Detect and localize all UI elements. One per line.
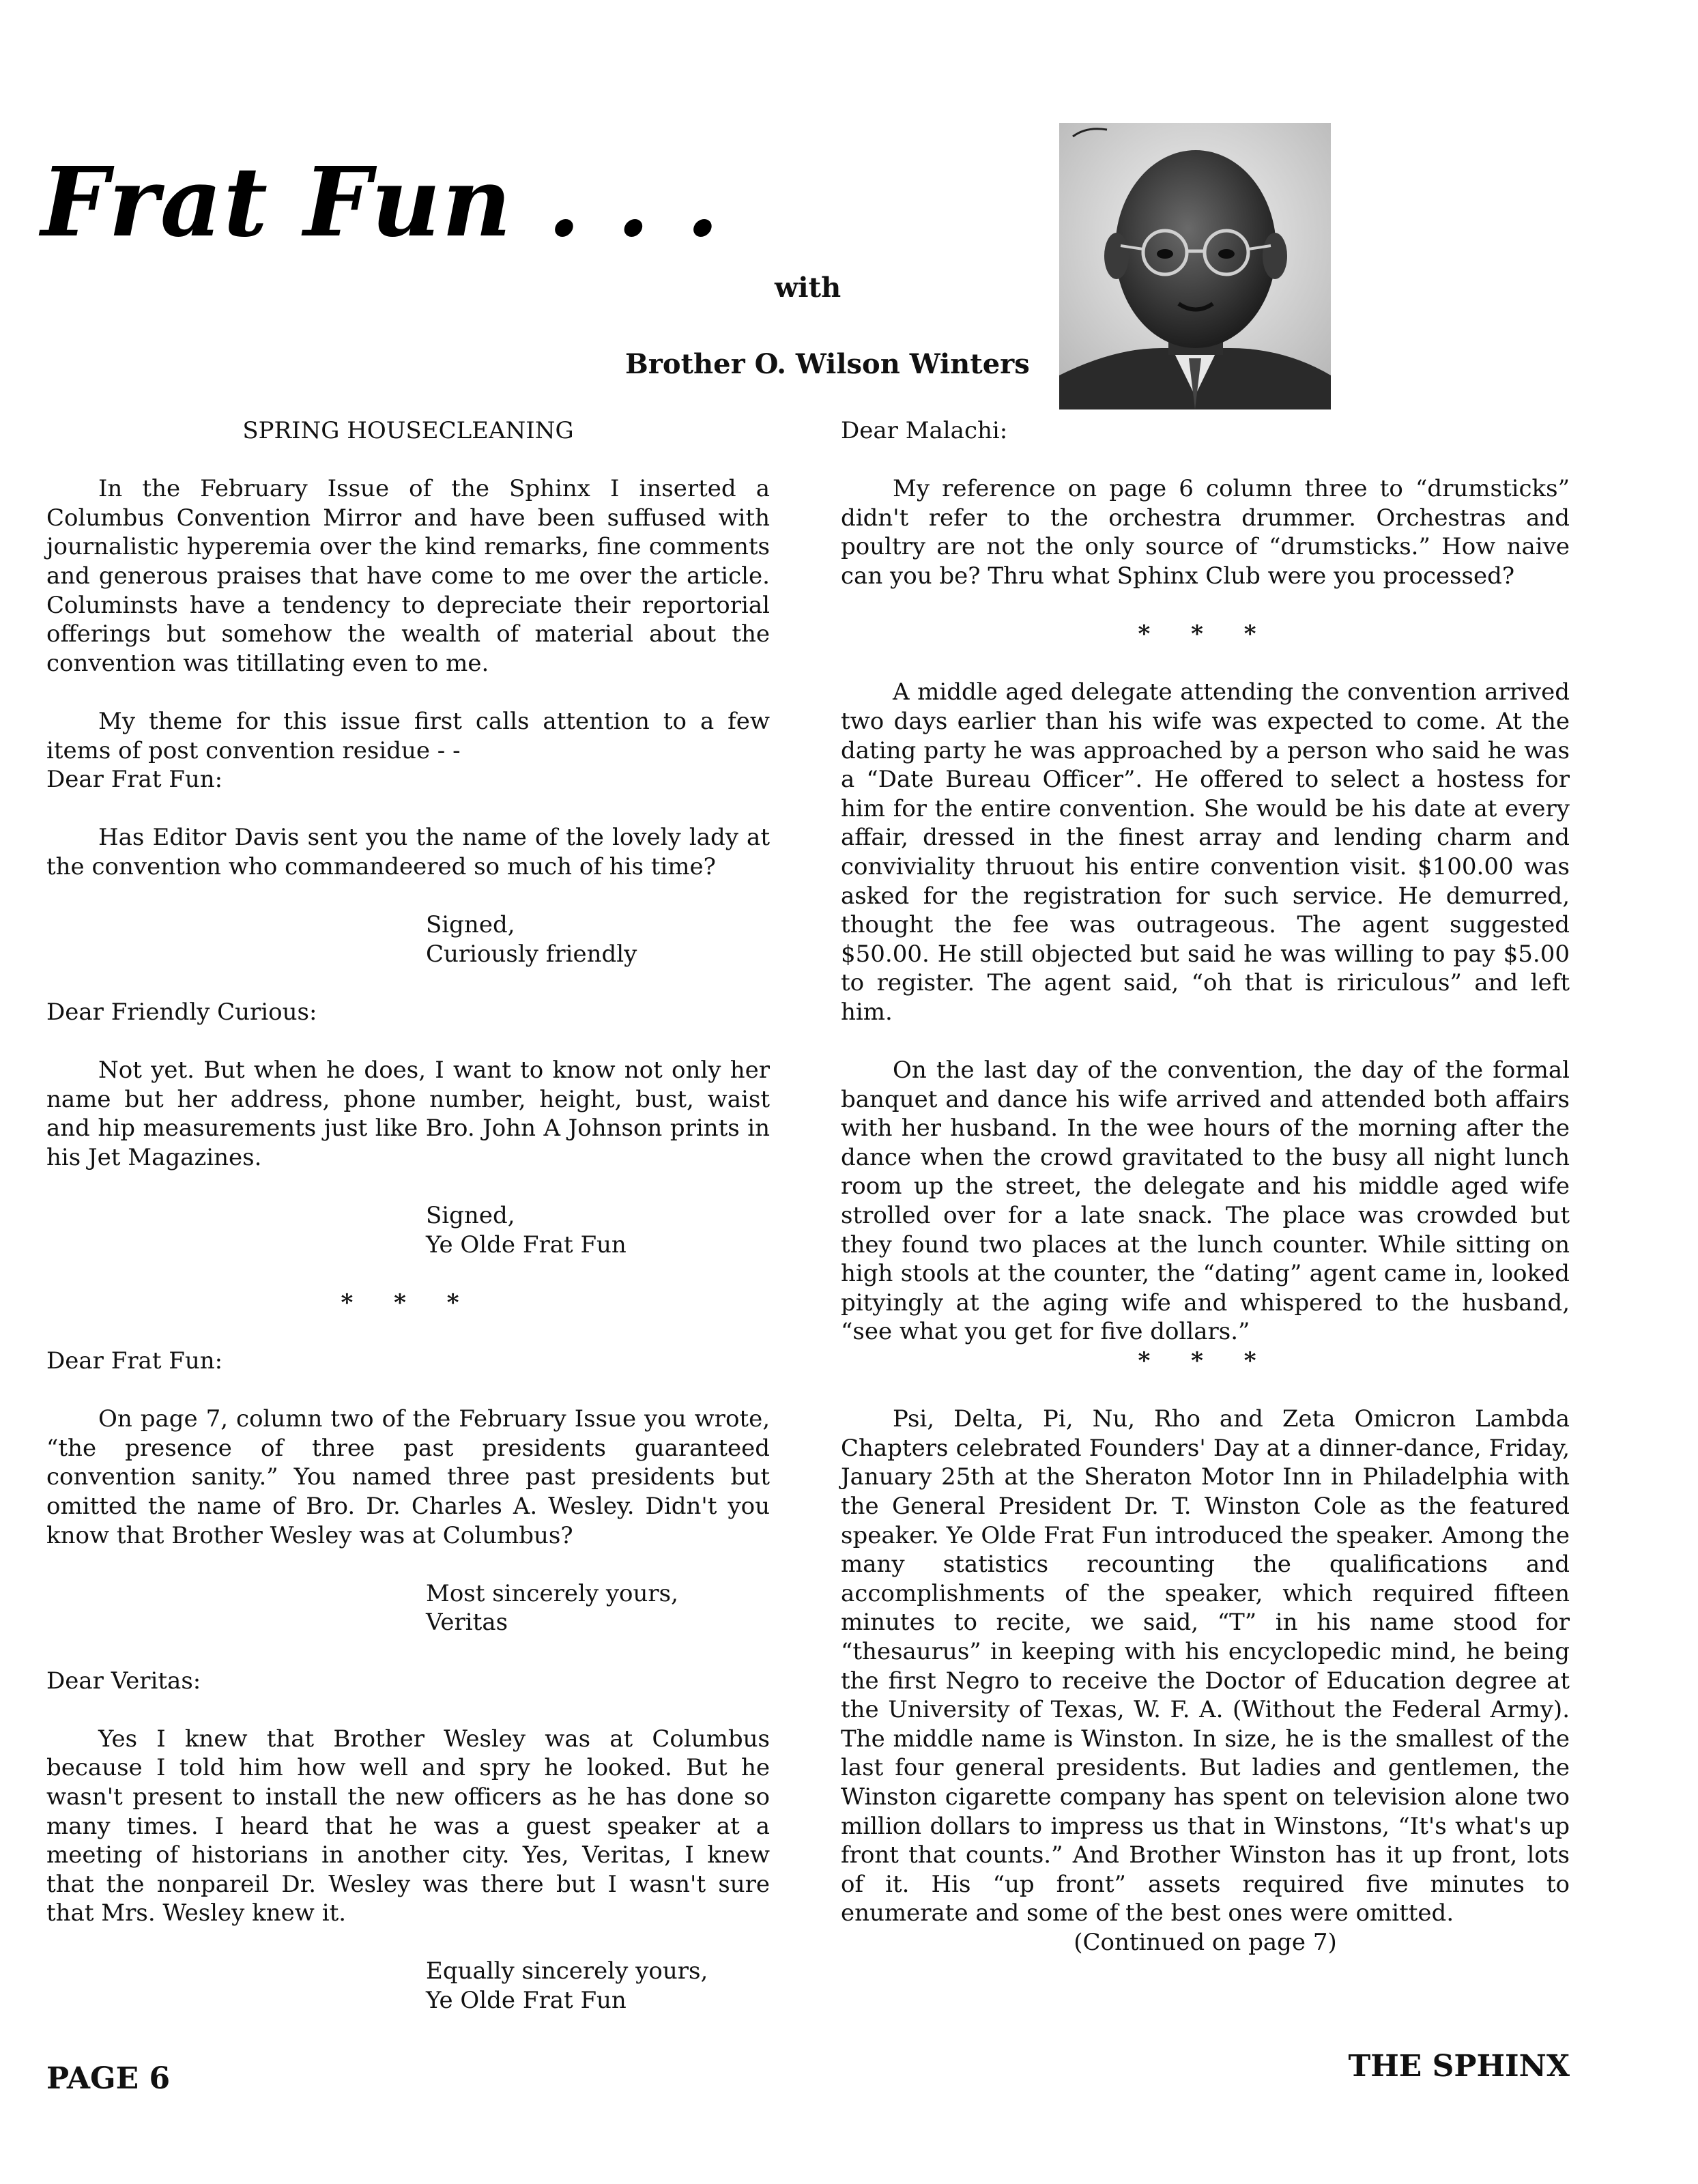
signature-line: Signed, bbox=[426, 1202, 515, 1230]
signature-name: Ye Olde Frat Fun bbox=[426, 1231, 627, 1259]
paragraph: On page 7, column two of the February Issue you wrote, “the presence of three past presidents guaranteed convention sanity.” You named three past presidents but omitted the name of Bro. Dr. Charles A. Wesley. Didn't you know that Brother Wesley was at Columbus? bbox=[46, 1405, 770, 1549]
paragraph: On the last day of the convention, the day of the formal banquet and dance his wife arrived and attended both affairs with her husband. In the wee hours of the morning after the dance when the crowd gravitated to the busy all night lunch room up the street, the delegate and his middle aged wife strolled over for a late snack. The place was crowded but they found two places at the lunch counter. While sitting on high stools at the counter, the “dating” agent came in, looked pityingly at the aging wife and whispered to the husband, “see what you get for five dollars.” bbox=[841, 1057, 1570, 1346]
paragraph: Has Editor Davis sent you the name of the lovely lady at the convention who commandeered so much of his time? bbox=[46, 824, 770, 880]
salutation: Dear Friendly Curious: bbox=[46, 998, 317, 1026]
left-column bbox=[46, 416, 770, 2015]
column-title: Frat Fun . . . bbox=[41, 147, 721, 259]
salutation: Dear Frat Fun: bbox=[46, 766, 223, 794]
paragraph: Yes I knew that Brother Wesley was at Columbus because I told him how well and spry he looked. But he wasn't present to install the new officers as he has done so many times. I heard that he was a guest speaker at a meeting of historians in another city. Yes, Veritas, I knew that the nonpareil Dr. Wesley was there but I wasn't sure that Mrs. Wesley knew it. bbox=[46, 1725, 770, 1927]
section-divider: * * * bbox=[1138, 1347, 1273, 1375]
paragraph: A middle aged delegate attending the convention arrived two days earlier than his wife was expected to come. At the dating party he was approached by a person who said he was a “Date Bureau Officer”. He offered to select a hostess for him for the entire convention. She would be his date at every affair, dressed in the finest array and lending charm and conviviality thruout his entire convention visit. $100.00 was asked for the registration for such service. He demurred, thought the fee was outrageous. The agent suggested $50.00. He still objected but said he was willing to pay $5.00 to register. The agent said, “oh that is ririculous” and left him. bbox=[841, 678, 1570, 1026]
with-label: with bbox=[775, 272, 841, 304]
author-byline: Brother O. Wilson Winters bbox=[625, 348, 1030, 380]
section-divider: * * * bbox=[341, 1289, 476, 1317]
signature-name: Curiously friendly bbox=[426, 940, 637, 968]
section-heading: SPRING HOUSECLEANING bbox=[242, 417, 574, 444]
portrait-illustration bbox=[1059, 123, 1331, 410]
author-portrait bbox=[1059, 123, 1331, 410]
paragraph: Psi, Delta, Pi, Nu, Rho and Zeta Omicron Lambda Chapters celebrated Founders' Day at a dinner-dance, Friday, January 25th at the Sheraton Motor Inn in Philadelphia with the General President Dr. T. Winston Cole as the featured speaker. Ye Olde Frat Fun introduced the speaker. Among the many statistics recounting the qualifications and accomplishments of the speaker, which required fifteen minutes to recite, we said, “T” in his name stood for “thesaurus” in keeping with his encyclopedic mind, he being the first Negro to receive the Doctor of Education degree at the University of Texas, W. F. A. (Without the Federal Army). The middle name is Winston. In size, he is the smallest of the last four general presidents. But ladies and gentlemen, the Winston cigarette company has spent on television alone two million dollars to impress us that in Winstons, “It's what's up front that counts.” And Brother Winston has it up front, lots of it. His “up front” assets required five minutes to enumerate and some of the best ones were omitted. bbox=[841, 1405, 1570, 1927]
right-column bbox=[841, 416, 1570, 1957]
salutation: Dear Malachi: bbox=[841, 417, 1008, 444]
signature-line: Most sincerely yours, bbox=[426, 1579, 678, 1607]
section-divider: * * * bbox=[1138, 620, 1273, 648]
paragraph: My reference on page 6 column three to “drumsticks” didn't refer to the orchestra drummer. Orchestras and poultry are not the only source of “drumsticks.” How naive can you be? Thru what Sphinx Club were you processed? bbox=[841, 475, 1570, 590]
paragraph: In the February Issue of the Sphinx I inserted a Columbus Convention Mirror and have been suffused with journalistic hyperemia over the kind remarks, fine comments and generous praises that have come to me over the article. Columinsts have a tendency to depreciate their reportorial offerings but somehow the wealth of material about the convention was titillating even to me. bbox=[46, 475, 770, 677]
salutation: Dear Frat Fun: bbox=[46, 1347, 223, 1375]
page-number: PAGE 6 bbox=[46, 2061, 171, 2096]
signature-line: Equally sincerely yours, bbox=[426, 1957, 708, 1985]
signature-name: Veritas bbox=[426, 1609, 508, 1637]
salutation: Dear Veritas: bbox=[46, 1667, 201, 1695]
signature-line: Signed, bbox=[426, 911, 515, 939]
continued-note: (Continued on page 7) bbox=[1074, 1928, 1337, 1956]
paragraph: My theme for this issue first calls attention to a few items of post convention residue - - bbox=[46, 707, 770, 764]
signature-name: Ye Olde Frat Fun bbox=[426, 1987, 627, 2015]
paragraph: Not yet. But when he does, I want to know not only her name but her address, phone number, height, bust, waist and hip measurements just like Bro. John A Johnson prints in his Jet Magazines. bbox=[46, 1057, 770, 1171]
publication-name: THE SPHINX bbox=[1348, 2049, 1570, 2084]
